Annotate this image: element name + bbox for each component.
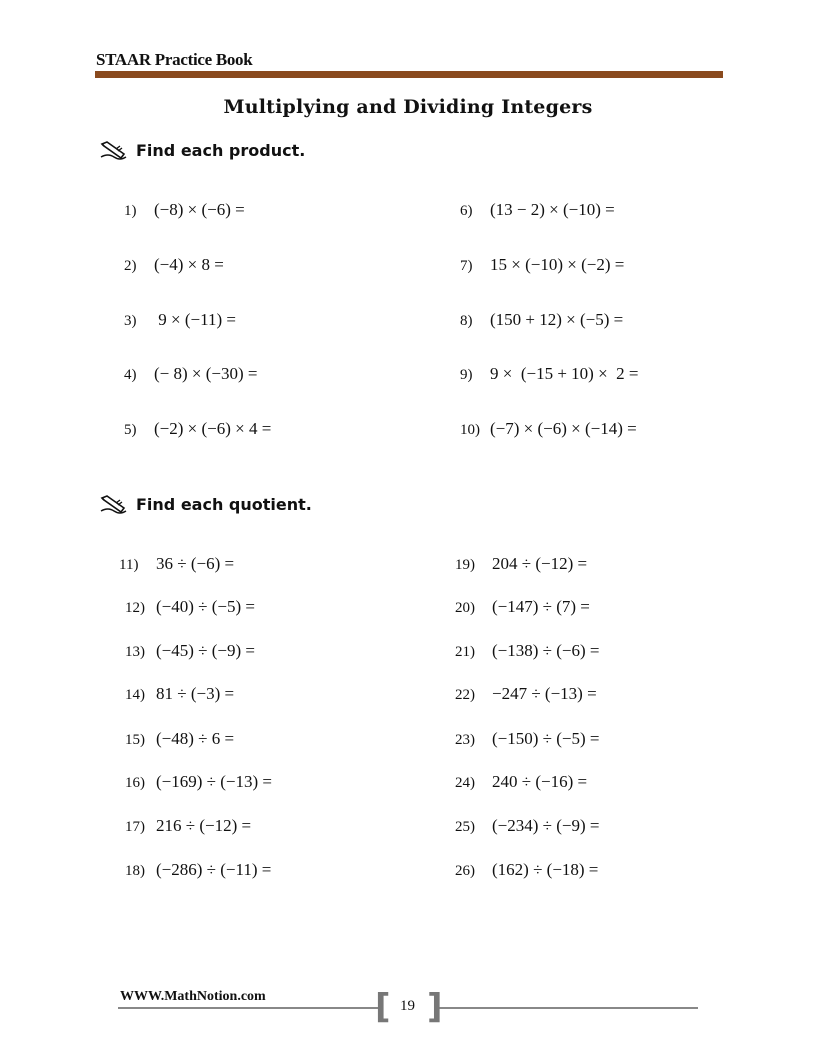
problem-number: 11) bbox=[119, 557, 139, 573]
pencil-icon bbox=[100, 140, 128, 160]
problem-expression: (162) ÷ (−18) = bbox=[492, 860, 599, 879]
problem-number: 17) bbox=[125, 819, 145, 835]
problem-expression: 9 × (−15 + 10) × 2 = bbox=[490, 364, 639, 383]
problem-17 bbox=[125, 816, 251, 836]
problem-number: 14) bbox=[125, 687, 145, 703]
problem-number: 13) bbox=[125, 644, 145, 660]
problem-expression: 204 ÷ (−12) = bbox=[492, 554, 588, 573]
pencil-icon bbox=[100, 494, 128, 514]
problem-expression: 81 ÷ (−3) = bbox=[156, 684, 235, 703]
problem-15 bbox=[125, 729, 234, 749]
problem-6 bbox=[460, 200, 615, 220]
problem-12 bbox=[125, 597, 255, 617]
problem-8 bbox=[460, 310, 623, 330]
problem-21 bbox=[455, 641, 600, 661]
problem-expression: (−8) × (−6) = bbox=[154, 200, 245, 219]
problem-number: 23) bbox=[455, 732, 475, 748]
problem-10 bbox=[460, 419, 637, 439]
problem-expression: −247 ÷ (−13) = bbox=[492, 684, 597, 703]
problem-5 bbox=[124, 419, 271, 439]
problem-expression: (− 8) × (−30) = bbox=[154, 364, 258, 383]
problem-number: 19) bbox=[455, 557, 475, 573]
problem-9 bbox=[460, 364, 639, 384]
problem-expression: (−169) ÷ (−13) = bbox=[156, 772, 272, 791]
problem-4 bbox=[124, 364, 258, 384]
header-rule bbox=[95, 71, 723, 78]
problem-expression: (−2) × (−6) × 4 = bbox=[154, 419, 272, 438]
problem-number: 25) bbox=[455, 819, 475, 835]
problem-number: 8) bbox=[460, 313, 473, 329]
problem-1 bbox=[124, 200, 245, 220]
problem-number: 9) bbox=[460, 367, 473, 383]
problem-expression: (−45) ÷ (−9) = bbox=[156, 641, 255, 660]
footer-website[interactable]: WWW.MathNotion.com bbox=[120, 989, 266, 1004]
footer-rule-right bbox=[438, 1007, 698, 1009]
problem-expression: (−286) ÷ (−11) = bbox=[156, 860, 272, 879]
products-heading bbox=[100, 140, 305, 160]
problem-expression: 216 ÷ (−12) = bbox=[156, 816, 252, 835]
problem-number: 3) bbox=[124, 313, 137, 329]
problem-expression: (−7) × (−6) × (−14) = bbox=[490, 419, 637, 438]
problem-expression: (−138) ÷ (−6) = bbox=[492, 641, 600, 660]
problem-expression: (−40) ÷ (−5) = bbox=[156, 597, 255, 616]
footer-bracket-left: [ bbox=[375, 987, 391, 1027]
problem-2 bbox=[124, 255, 224, 275]
problem-number: 2) bbox=[124, 258, 137, 274]
problem-number: 15) bbox=[125, 732, 145, 748]
page-number: 19 bbox=[400, 998, 415, 1014]
problem-25 bbox=[455, 816, 600, 836]
problem-number: 18) bbox=[125, 863, 145, 879]
problem-number: 4) bbox=[124, 367, 137, 383]
problem-number: 20) bbox=[455, 600, 475, 616]
problem-expression: (−4) × 8 = bbox=[154, 255, 224, 274]
problem-26 bbox=[455, 860, 598, 880]
problem-expression: 9 × (−11) = bbox=[154, 310, 236, 329]
problem-number: 12) bbox=[125, 600, 145, 616]
problem-expression: 36 ÷ (−6) = bbox=[156, 554, 235, 573]
quotients-heading-text: Find each quotient. bbox=[136, 494, 312, 514]
problem-number: 6) bbox=[460, 203, 473, 219]
problem-number: 16) bbox=[125, 775, 145, 791]
problem-20 bbox=[455, 597, 590, 617]
problem-expression: (−150) ÷ (−5) = bbox=[492, 729, 600, 748]
footer-rule-left bbox=[118, 1007, 380, 1009]
problem-24 bbox=[455, 772, 587, 792]
problem-19 bbox=[455, 554, 587, 574]
problem-18 bbox=[125, 860, 271, 880]
problem-14 bbox=[125, 684, 234, 704]
problem-16 bbox=[125, 772, 272, 792]
problem-number: 10) bbox=[460, 422, 480, 438]
problem-expression: (−48) ÷ 6 = bbox=[156, 729, 235, 748]
problem-number: 21) bbox=[455, 644, 475, 660]
products-heading-text: Find each product. bbox=[136, 140, 306, 160]
problem-expression: (13 − 2) × (−10) = bbox=[490, 200, 615, 219]
problem-expression: (150 + 12) × (−5) = bbox=[490, 310, 624, 329]
problem-expression: (−234) ÷ (−9) = bbox=[492, 816, 600, 835]
problem-3 bbox=[124, 310, 236, 330]
problem-13 bbox=[125, 641, 255, 661]
problem-23 bbox=[455, 729, 600, 749]
problem-number: 26) bbox=[455, 863, 475, 879]
problem-22 bbox=[455, 684, 597, 704]
problem-number: 1) bbox=[124, 203, 137, 219]
problem-number: 7) bbox=[460, 258, 473, 274]
problem-expression: (−147) ÷ (7) = bbox=[492, 597, 590, 616]
problem-number: 22) bbox=[455, 687, 475, 703]
quotients-heading bbox=[100, 494, 312, 514]
header-title: STAAR Practice Book bbox=[96, 50, 253, 69]
page-title: Multiplying and Dividing Integers bbox=[223, 96, 593, 118]
problem-expression: 15 × (−10) × (−2) = bbox=[490, 255, 625, 274]
problem-7 bbox=[460, 255, 624, 275]
problem-expression: 240 ÷ (−16) = bbox=[492, 772, 588, 791]
problem-number: 24) bbox=[455, 775, 475, 791]
problem-11 bbox=[119, 554, 234, 574]
problem-number: 5) bbox=[124, 422, 137, 438]
footer-bracket-right: ] bbox=[427, 987, 443, 1027]
